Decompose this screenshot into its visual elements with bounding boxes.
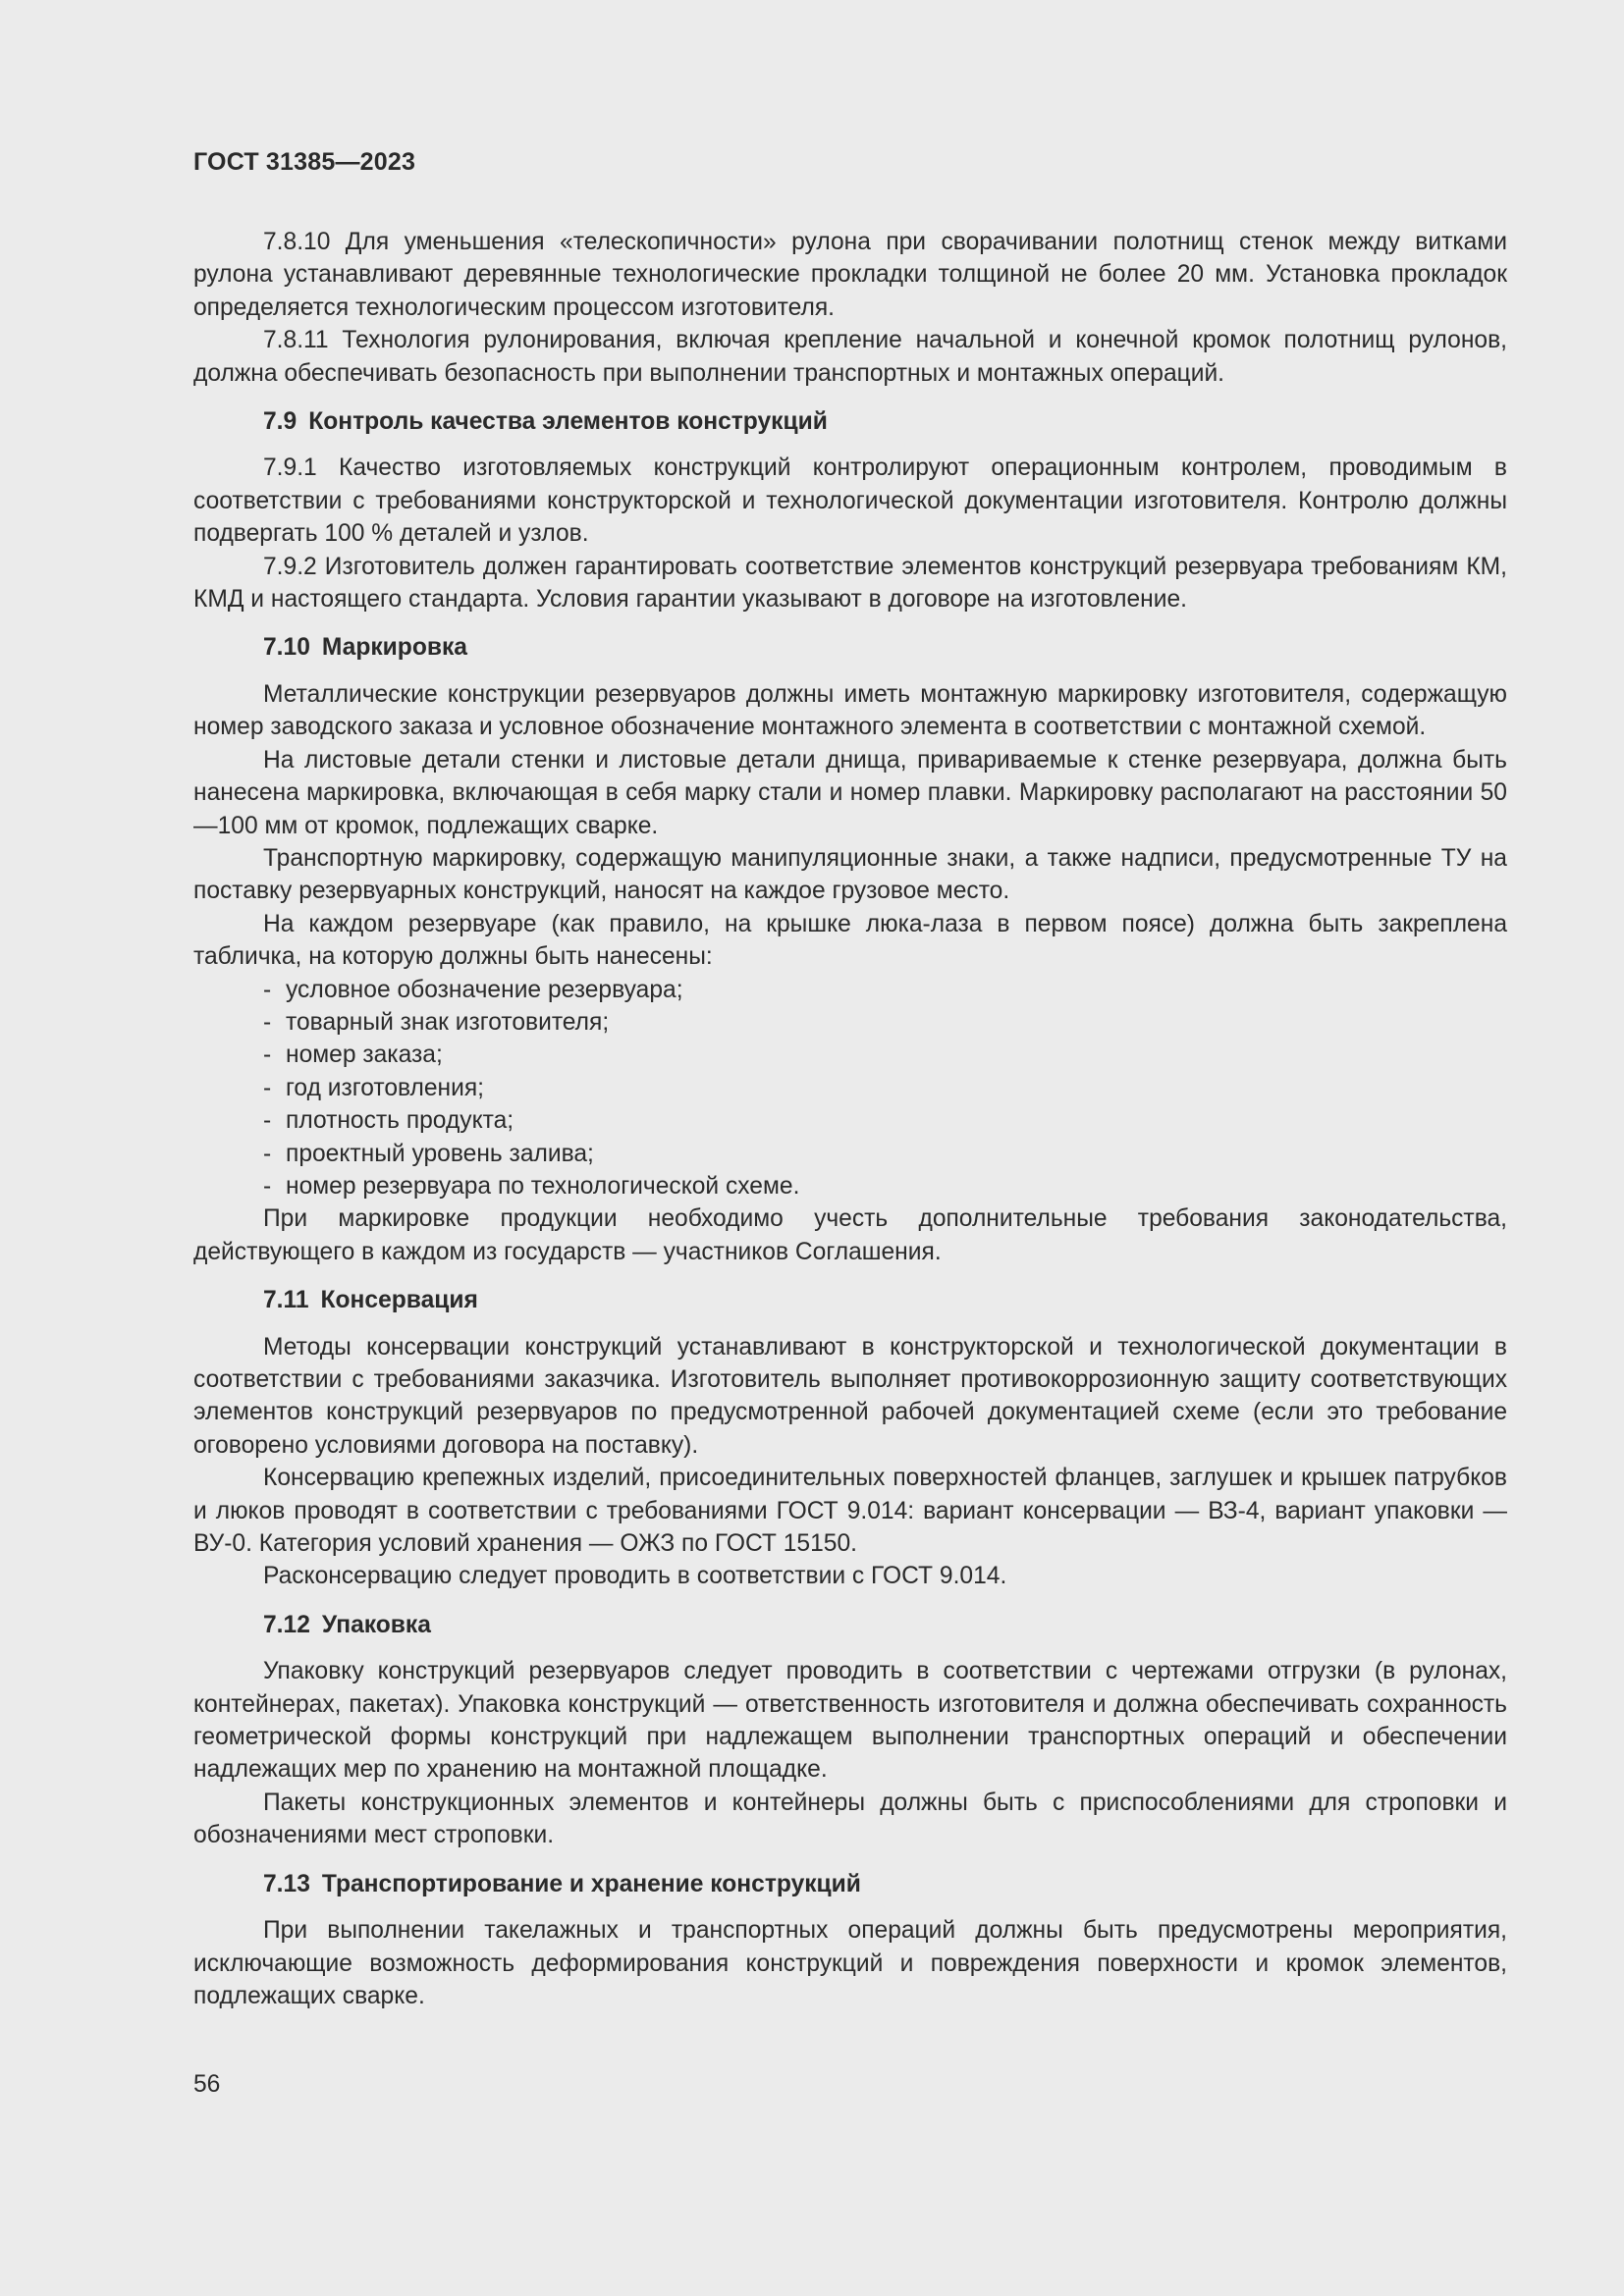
document-body xyxy=(193,226,1507,2012)
section-heading-7-9 xyxy=(193,405,1507,438)
section-title: Упаковка xyxy=(321,1611,431,1638)
paragraph-7-11-c: Расконсервацию следует проводить в соответствии с ГОСТ 9.014. xyxy=(263,1563,1007,1590)
list-item: - проектный уровень залива; xyxy=(263,1138,1507,1170)
list-item: - номер заказа; xyxy=(263,1039,1507,1071)
list-item: - номер резервуара по технологической схеме. xyxy=(263,1170,1507,1202)
paragraph-7-12-b: Пакеты конструкционных элементов и контейнеры должны быть с приспособлениями для строповки и обозначениями мест строповки. xyxy=(193,1789,1507,1849)
paragraph-7-10-e: При маркировке продукции необходимо учесть дополнительные требования законодательства, действующего в каждом из государств — участников Соглашения. xyxy=(193,1205,1507,1265)
section-number: 7.12 xyxy=(263,1611,310,1638)
section-number: 7.13 xyxy=(263,1870,310,1897)
section-number: 7.10 xyxy=(263,634,310,662)
list-item: - товарный знак изготовителя; xyxy=(263,1006,1507,1039)
paragraph-7-11-b: Консервацию крепежных изделий, присоединительных поверхностей фланцев, заглушек и крышек патрубков и люков проводят в соответствии с требованиями ГОСТ 9.014: вариант консервации — ВЗ-4, вариант упаковки — ВУ-0. Категория условий хранения — ОЖЗ по ГОСТ 15150. xyxy=(193,1465,1507,1558)
document-page xyxy=(193,0,1507,2296)
section-title: Транспортирование и хранение конструкций xyxy=(321,1870,861,1897)
paragraph-7-10-a: Металлические конструкции резервуаров должны иметь монтажную маркировку изготовителя, содержащую номер заводского заказа и условное обозначение монтажного элемента в соответствии с монтажной схемой. xyxy=(193,680,1507,741)
section-heading-7-10 xyxy=(193,631,1507,664)
section-number: 7.11 xyxy=(263,1287,309,1314)
plate-marking-list xyxy=(193,974,1507,1203)
section-number: 7.9 xyxy=(263,408,298,436)
paragraph-7-10-d: На каждом резервуаре (как правило, на крышке люка-лаза в первом поясе) должна быть закреплена табличка, на которую должны быть нанесены: xyxy=(193,910,1507,971)
paragraph-7-10-c: Транспортную маркировку, содержащую манипуляционные знаки, а также надписи, предусмотренные ТУ на поставку резервуарных конструкций, наносят на каждое грузовое место. xyxy=(193,844,1507,905)
page-number: 56 xyxy=(193,2071,221,2098)
section-title: Маркировка xyxy=(321,634,467,662)
paragraph-7-9-1: 7.9.1 Качество изготовляемых конструкций контролируют операционным контролем, проводимым в соответствии с требованиями конструкторской и технологической документации изготовителя. Контролю должны подвергать 100 % деталей и узлов. xyxy=(193,454,1507,548)
section-title: Контроль качества элементов конструкций xyxy=(308,408,828,436)
paragraph-7-12-a: Упаковку конструкций резервуаров следует проводить в соответствии с чертежами отгрузки (в рулонах, контейнерах, пакетах). Упаковка конструкций — ответственность изготовителя и должна обеспечивать сохранность геометрической формы конструкций при надлежащем выполнении транспортных операций и обеспечении надлежащих мер по хранению на монтажной площадке. xyxy=(193,1658,1507,1784)
section-heading-7-11 xyxy=(193,1284,1507,1316)
paragraph-7-11-a: Методы консервации конструкций устанавливают в конструкторской и технологической документации в соответствии с требованиями заказчика. Изготовитель выполняет противокоррозионную защиту соответствующих элементов конструкций резервуаров по предусмотренной рабочей документацией схеме (если это требование оговорено условиями договора на поставку). xyxy=(193,1333,1507,1459)
section-title: Консервация xyxy=(320,1287,478,1314)
section-heading-7-12 xyxy=(193,1609,1507,1641)
paragraph-7-8-10: 7.8.10 Для уменьшения «телескопичности» рулона при сворачивании полотнищ стенок между витками рулона устанавливают деревянные технологические прокладки толщиной не более 20 мм. Установка прокладок определяется технологическим процессом изготовителя. xyxy=(193,229,1507,321)
list-item: - год изготовления; xyxy=(263,1072,1507,1104)
document-header: ГОСТ 31385—2023 xyxy=(193,148,416,176)
paragraph-7-10-b: На листовые детали стенки и листовые детали днища, привариваемые к стенке резервуара, должна быть нанесена маркировка, включающая в себя марку стали и номер плавки. Маркировку располагают на расстоянии 50—100 мм от кромок, подлежащих сварке. xyxy=(193,746,1507,839)
paragraph-7-13-a: При выполнении такелажных и транспортных операций должны быть предусмотрены мероприятия, исключающие возможность деформирования конструкций и повреждения поверхности и кромок элементов, подлежащих сварке. xyxy=(193,1917,1507,2009)
section-heading-7-13 xyxy=(193,1868,1507,1900)
paragraph-7-9-2: 7.9.2 Изготовитель должен гарантировать соответствие элементов конструкций резервуара требованиям КМ, КМД и настоящего стандарта. Условия гарантии указывают в договоре на изготовление. xyxy=(193,553,1507,614)
list-item: - условное обозначение резервуара; xyxy=(263,974,1507,1006)
paragraph-7-8-11: 7.8.11 Технология рулонирования, включая крепление начальной и конечной кромок полотнищ рулонов, должна обеспечивать безопасность при выполнении транспортных и монтажных операций. xyxy=(193,327,1507,387)
list-item: - плотность продукта; xyxy=(263,1104,1507,1137)
